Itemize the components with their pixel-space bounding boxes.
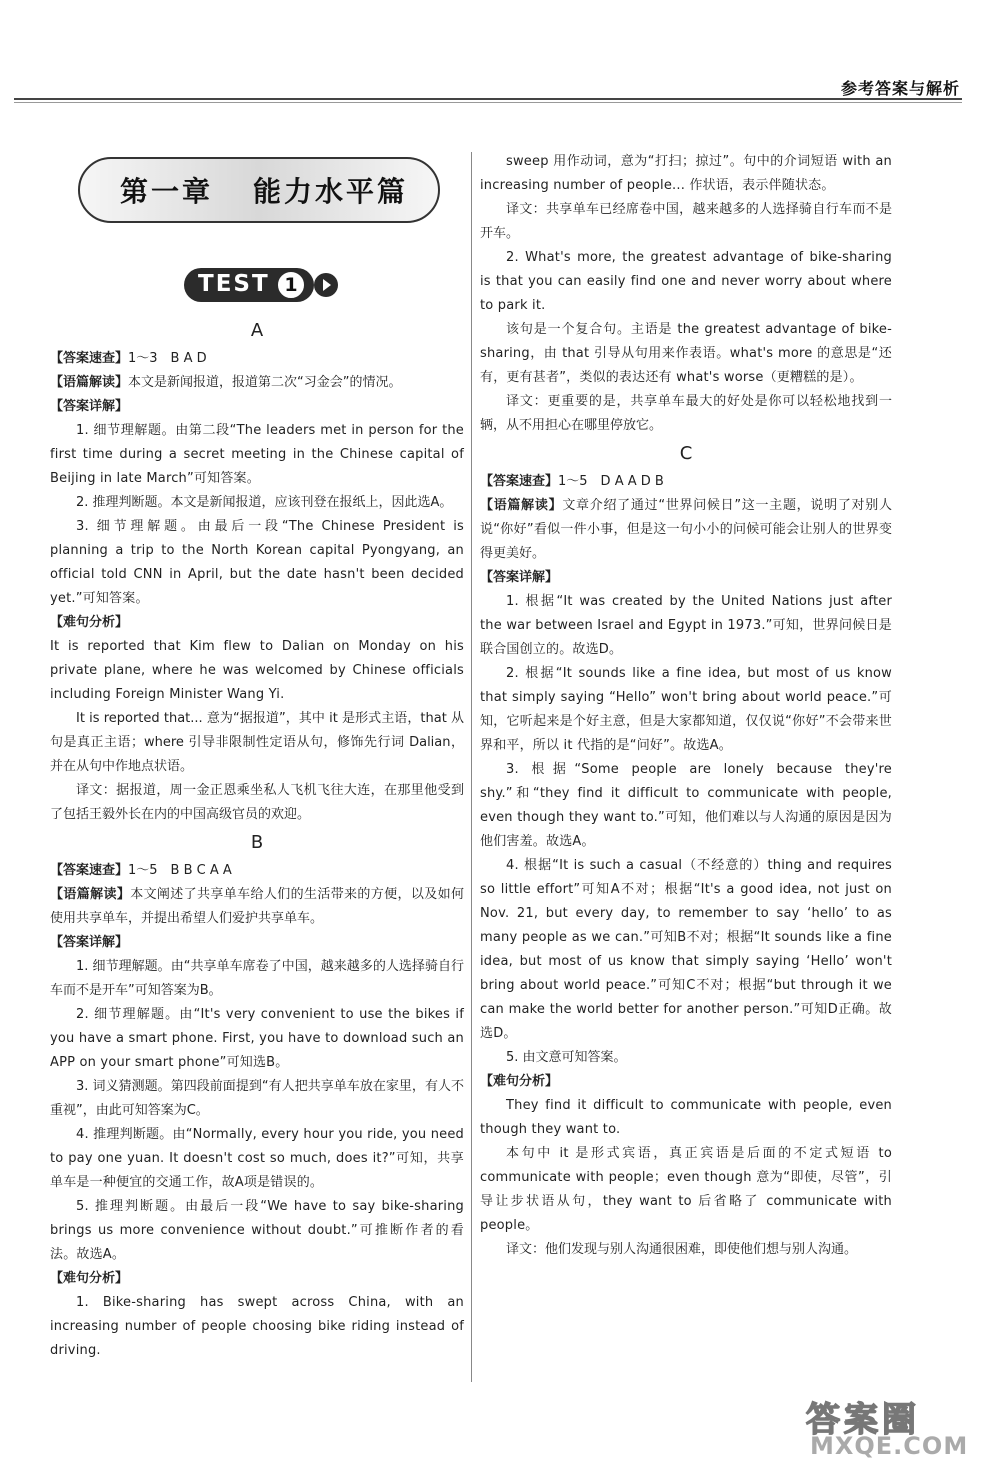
difficult-sentence: It is reported that Kim flew to Dalian on Monday on his private plane, where he was welcomed by Chinese officials including Foreign Minister Wang Yi. [50,639,464,702]
answer-key-label: 【答案速查】 [50,863,129,878]
difficult-sentence: 1. Bike-sharing has swept across China, with an increasing number of people choosing bike riding instead of driving. [50,1295,464,1358]
reading-summary-label: 【语篇解读】 [50,887,131,902]
left-column [50,315,464,1363]
reading-summary-label: 【语篇解读】 [50,375,129,390]
section-a-heading: A [250,320,264,341]
answer-detail: 2. 根据“It sounds like a fine idea, but most of us know that simply saying “Hello” won't bring about world peace.”可知，它听起来是个好主意，但是大家都知道，仅仅说“你好”不会带来世界和平，所以 it 代指的是“问好”。故选A。 [480,666,892,753]
sentence-analysis: It is reported that... 意为“据报道”，其中 it 是形式主语，that 从句是真正主语；where 引导非限制性定语从句，修饰先行词 Dalian，并在从句中作地点状语。 [50,711,464,774]
reading-summary-label: 【语篇解读】 [480,498,563,513]
answer-key-label: 【答案速查】 [480,474,559,489]
test-number: 1 [276,270,306,300]
sentence-analysis: sweep 用作动词，意为“打扫；掠过”。句中的介词短语 with an increasing number of people... 作状语，表示伴随状态。 [480,154,892,193]
difficult-sentence-label-b: 【难句分析】 [50,1271,129,1286]
sentence-translation: 译文：他们发现与别人沟通很困难，即使他们想与别人沟通。 [506,1242,858,1257]
difficult-sentence: 2. What's more, the greatest advantage of bike-sharing is that you can easily find one and never worry about where to park it. [480,250,892,313]
column-divider [471,152,472,1382]
answer-detail: 1. 根据“It was created by the United Nations just after the war between Israel and Egypt in 1973.”可知，世界问候日是联合国创立的。故选D。 [480,594,892,657]
watermark-logo [806,1392,986,1462]
watermark-url: MXQE.COM [810,1432,969,1460]
answer-key-c: 【答案速查】1～5 D A A D B [480,474,664,489]
sentence-analysis: 本句中 it 是形式宾语，真正宾语是后面的不定式短语 to communicate with people；even though 意为“即使，尽管”，引导让步状语从句，they want to 后省略了 communicate with people。 [480,1146,892,1233]
answer-detail: 2. 推理判断题。本文是新闻报道，应该刊登在报纸上，因此选A。 [76,495,453,510]
chapter-name: 能力水平篇 [253,175,409,208]
header-rule-thin [14,102,962,103]
answer-detail: 1. 细节理解题。由第二段“The leaders met in person for the first time during a secret meeting in the Chinese capital of Beijing in late March”可知答案。 [50,423,464,486]
right-column [480,150,892,1262]
answer-detail: 5. 由文意可知答案。 [506,1050,627,1065]
section-b-heading: B [250,832,264,853]
answer-detail: 4. 根据“It is such a casual（不经意的）thing and requires so little effort”可知A不对；根据“It's a good idea, not just on Nov. 21, but every day, to remember to say ‘hello’ to as many people as we can.”可知B不对；根据“It sounds like a fine idea, but most of us know that simply saying ‘Hello’ won't bring about world peace.”可知C不对；根据“but through it we can make the world better for another person.”可知D正确。故选D。 [480,858,892,1041]
reading-summary-b: 【语篇解读】本文阐述了共享单车给人们的生活带来的方便，以及如何使用共享单车，并提出希望人们爱护共享单车。 [50,887,464,926]
watermark-text: 答案圈 [806,1400,920,1440]
sentence-translation: 译文：共享单车已经席卷中国，越来越多的人选择骑自行车而不是开车。 [480,202,892,241]
section-c-heading: C [679,443,693,464]
sentence-analysis: 该句是一个复合句。主语是 the greatest advantage of bike-sharing，由 that 引导从句用来作表语。what's more 的意思是“还有，更有甚者”，类似的表达还有 what's worse（更糟糕的是）。 [480,322,892,385]
answer-detail: 3. 细节理解题。由最后一段“The Chinese President is planning a trip to the North Korean capital Pyongyang, an official told CNN in April, but the date hasn't been decided yet.”可知答案。 [50,519,464,606]
answer-key-label: 【答案速查】 [50,351,129,366]
answer-detail: 3. 根据“Some people are lonely because they're shy.”和“they find it difficult to communicate with people, even though they want to.”可知，他们难以与人沟通的原因是因为他们害羞。故选A。 [480,762,892,849]
answer-key-a: 【答案速查】1～3 B A D [50,351,207,366]
header-rule [14,98,962,100]
reading-summary-c: 【语篇解读】文章介绍了通过“世界问候日”这一主题，说明了对别人说“你好”看似一件小事，但是这一句小小的问候可能会让别人的世界变得更美好。 [480,498,892,561]
chapter-title [120,170,408,210]
detail-label-b: 【答案详解】 [50,935,129,950]
detail-label-c: 【答案详解】 [480,570,559,585]
difficult-sentence-label-c: 【难句分析】 [480,1074,559,1089]
sentence-translation: 译文：更重要的是，共享单车最大的好处是你可以轻松地找到一辆，从不用担心在哪里停放它。 [480,394,892,433]
difficult-sentence: They find it difficult to communicate with people, even though they want to. [480,1098,892,1137]
reading-summary-a: 【语篇解读】本文是新闻报道，报道第二次“习金会”的情况。 [50,375,402,390]
chapter-number: 第一章 [120,175,214,208]
answer-key-b: 【答案速查】1～5 B B C A A [50,863,232,878]
answer-detail: 4. 推理判断题。由“Normally, every hour you ride, you need to pay one yuan. It doesn't cost so much, does it?”可知，共享单车是一种便宜的交通工作，故A项是错误的。 [50,1127,464,1190]
sentence-translation: 译文：据报道，周一金正恩乘坐私人飞机飞往大连，在那里他受到了包括王毅外长在内的中国高级官员的欢迎。 [50,783,464,822]
answer-detail: 2. 细节理解题。由“It's very convenient to use the bikes if you have a smart phone. First, you have to download such an APP on your smart phone”可知选B。 [50,1007,464,1070]
answer-detail: 1. 细节理解题。由“共享单车席卷了中国，越来越多的人选择骑自行车而不是开车”可知答案为B。 [50,959,464,998]
test-badge [184,268,334,302]
detail-label-a: 【答案详解】 [50,399,129,414]
arrow-right-icon [314,273,338,297]
difficult-sentence-label-a: 【难句分析】 [50,615,129,630]
test-word: TEST [198,271,270,297]
answer-detail: 3. 词义猜测题。第四段前面提到“有人把共享单车放在家里，有人不重视”，由此可知答案为C。 [50,1079,464,1118]
page-header-title: 参考答案与解析 [840,79,960,98]
answer-detail: 5. 推理判断题。由最后一段“We have to say bike-sharing brings us more convenience without doubt.”可推断作者的看法。故选A。 [50,1199,464,1262]
